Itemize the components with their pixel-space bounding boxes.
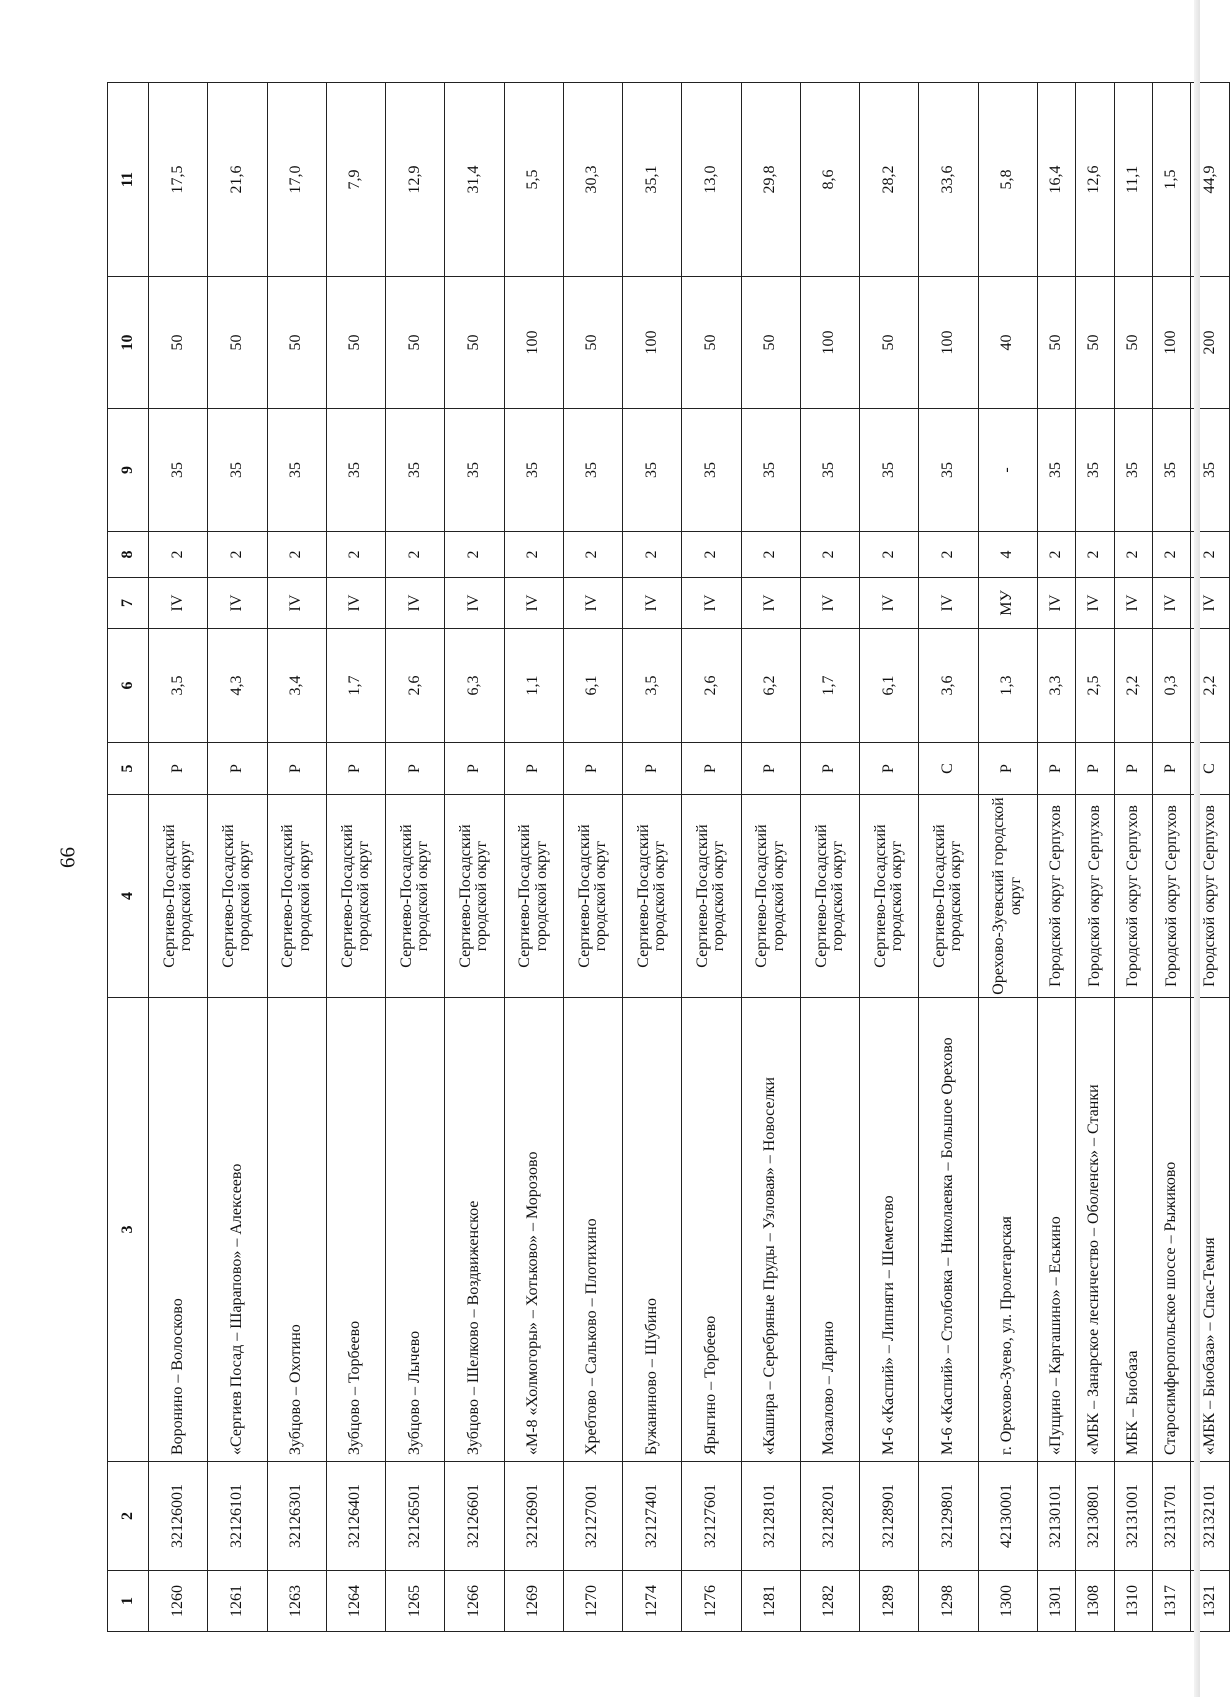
row-number-cell: 1321 [1191, 1571, 1230, 1632]
param-11-cell: 44,9 [1191, 83, 1230, 277]
road-code-cell: 32131001 [1114, 1462, 1152, 1571]
row-number-cell: 1274 [623, 1571, 682, 1632]
category-cell: IV [267, 578, 326, 629]
header-cell: 7 [108, 578, 149, 629]
param-11-cell: 12,6 [1076, 83, 1114, 277]
table-row [1152, 83, 1190, 1632]
road-code-cell: 32126601 [445, 1462, 504, 1571]
roads-table [107, 82, 1230, 1632]
length-cell: 3,4 [267, 629, 326, 743]
row-number-cell: 1281 [741, 1571, 800, 1632]
table-row [1114, 83, 1152, 1632]
road-code-cell: 32126901 [504, 1462, 563, 1571]
length-cell: 1,3 [978, 629, 1037, 743]
road-name-cell: г. Орехово-Зуево, ул. Пролетарская [978, 998, 1037, 1462]
length-cell: 2,2 [1191, 629, 1230, 743]
length-cell: 2,5 [1076, 629, 1114, 743]
length-cell: 2,2 [1114, 629, 1152, 743]
param-9-cell: 35 [860, 409, 919, 532]
table-row [1037, 83, 1075, 1632]
length-cell: 1,7 [326, 629, 385, 743]
category-cell: IV [326, 578, 385, 629]
param-9-cell: 35 [1191, 409, 1230, 532]
lanes-cell: 2 [682, 532, 741, 578]
road-code-cell: 42130001 [978, 1462, 1037, 1571]
category-cell: IV [1076, 578, 1114, 629]
table-row [563, 83, 622, 1632]
surface-type-cell: Р [741, 743, 800, 795]
lanes-cell: 2 [623, 532, 682, 578]
road-code-cell: 32127601 [682, 1462, 741, 1571]
row-number-cell: 1269 [504, 1571, 563, 1632]
param-10-cell: 50 [1037, 277, 1075, 409]
road-name-cell: Зубцово – Шелково – Воздвиженское [445, 998, 504, 1462]
param-9-cell: 35 [800, 409, 859, 532]
param-9-cell: 35 [326, 409, 385, 532]
param-9-cell: 35 [1037, 409, 1075, 532]
page-edge-shadow [1194, 0, 1200, 1697]
road-code-cell: 32130801 [1076, 1462, 1114, 1571]
surface-type-cell: Р [623, 743, 682, 795]
category-cell: МУ [978, 578, 1037, 629]
header-cell: 5 [108, 743, 149, 795]
param-11-cell: 13,0 [682, 83, 741, 277]
param-11-cell: 5,5 [504, 83, 563, 277]
lanes-cell: 2 [386, 532, 445, 578]
param-10-cell: 100 [623, 277, 682, 409]
param-10-cell: 50 [208, 277, 267, 409]
row-number-cell: 1264 [326, 1571, 385, 1632]
table-row [741, 83, 800, 1632]
road-name-cell: «МБК – Занарское лесничество – Оболенск» – Станки [1076, 998, 1114, 1462]
road-name-cell: «Сергиев Посад – Шарапово» – Алексеево [208, 998, 267, 1462]
surface-type-cell: Р [208, 743, 267, 795]
lanes-cell: 2 [1114, 532, 1152, 578]
lanes-cell: 2 [563, 532, 622, 578]
surface-type-cell: С [919, 743, 978, 795]
param-11-cell: 31,4 [445, 83, 504, 277]
row-number-cell: 1266 [445, 1571, 504, 1632]
param-11-cell: 8,6 [800, 83, 859, 277]
road-name-cell: «МБК – Биобаза» – Спас-Темня [1191, 998, 1230, 1462]
lanes-cell: 4 [978, 532, 1037, 578]
length-cell: 3,5 [623, 629, 682, 743]
header-cell: 10 [108, 277, 149, 409]
length-cell: 4,3 [208, 629, 267, 743]
lanes-cell: 2 [1076, 532, 1114, 578]
road-code-cell: 32126501 [386, 1462, 445, 1571]
road-code-cell: 32126301 [267, 1462, 326, 1571]
municipality-cell: Сергиево-Посадский городской округ [919, 795, 978, 998]
param-11-cell: 12,9 [386, 83, 445, 277]
surface-type-cell: Р [1037, 743, 1075, 795]
road-name-cell: Зубцово – Торбеево [326, 998, 385, 1462]
category-cell: IV [919, 578, 978, 629]
category-cell: IV [563, 578, 622, 629]
param-9-cell: 35 [1152, 409, 1190, 532]
table-row [326, 83, 385, 1632]
param-11-cell: 29,8 [741, 83, 800, 277]
table-row [623, 83, 682, 1632]
table-row [800, 83, 859, 1632]
param-9-cell: 35 [741, 409, 800, 532]
param-9-cell: 35 [1076, 409, 1114, 532]
table-row [267, 83, 326, 1632]
param-10-cell: 50 [1114, 277, 1152, 409]
param-10-cell: 50 [741, 277, 800, 409]
road-code-cell: 32128901 [860, 1462, 919, 1571]
table-row [1076, 83, 1114, 1632]
param-10-cell: 50 [267, 277, 326, 409]
category-cell: IV [741, 578, 800, 629]
header-cell: 2 [108, 1462, 149, 1571]
surface-type-cell: Р [1114, 743, 1152, 795]
table-row [445, 83, 504, 1632]
param-11-cell: 17,0 [267, 83, 326, 277]
header-cell: 1 [108, 1571, 149, 1632]
surface-type-cell: Р [445, 743, 504, 795]
param-9-cell: 35 [386, 409, 445, 532]
municipality-cell: Сергиево-Посадский городской округ [682, 795, 741, 998]
row-number-cell: 1317 [1152, 1571, 1190, 1632]
lanes-cell: 2 [1037, 532, 1075, 578]
param-10-cell: 50 [149, 277, 208, 409]
category-cell: IV [504, 578, 563, 629]
category-cell: IV [682, 578, 741, 629]
table-row [386, 83, 445, 1632]
param-9-cell: 35 [445, 409, 504, 532]
param-10-cell: 50 [326, 277, 385, 409]
table-row [919, 83, 978, 1632]
length-cell: 1,1 [504, 629, 563, 743]
row-number-cell: 1298 [919, 1571, 978, 1632]
rotated-table-wrapper [107, 83, 1230, 1632]
municipality-cell: Городской округ Серпухов [1037, 795, 1075, 998]
param-9-cell: 35 [919, 409, 978, 532]
municipality-cell: Сергиево-Посадский городской округ [623, 795, 682, 998]
param-10-cell: 50 [682, 277, 741, 409]
row-number-cell: 1263 [267, 1571, 326, 1632]
param-11-cell: 17,5 [149, 83, 208, 277]
road-code-cell: 32128101 [741, 1462, 800, 1571]
road-code-cell: 32131701 [1152, 1462, 1190, 1571]
lanes-cell: 2 [860, 532, 919, 578]
surface-type-cell: Р [386, 743, 445, 795]
road-code-cell: 32130101 [1037, 1462, 1075, 1571]
table-body [149, 83, 1230, 1632]
municipality-cell: Сергиево-Посадский городской округ [326, 795, 385, 998]
surface-type-cell: Р [978, 743, 1037, 795]
municipality-cell: Сергиево-Посадский городской округ [563, 795, 622, 998]
length-cell: 1,7 [800, 629, 859, 743]
length-cell: 3,3 [1037, 629, 1075, 743]
road-code-cell: 32126401 [326, 1462, 385, 1571]
param-11-cell: 28,2 [860, 83, 919, 277]
surface-type-cell: Р [326, 743, 385, 795]
category-cell: IV [208, 578, 267, 629]
surface-type-cell: Р [1152, 743, 1190, 795]
param-9-cell: 35 [149, 409, 208, 532]
surface-type-cell: Р [1076, 743, 1114, 795]
length-cell: 3,6 [919, 629, 978, 743]
param-11-cell: 16,4 [1037, 83, 1075, 277]
lanes-cell: 2 [919, 532, 978, 578]
municipality-cell: Сергиево-Посадский городской округ [445, 795, 504, 998]
road-name-cell: «М-8 «Холмогоры» – Хотьково» – Морозово [504, 998, 563, 1462]
param-11-cell: 1,5 [1152, 83, 1190, 277]
category-cell: IV [1191, 578, 1230, 629]
param-10-cell: 100 [504, 277, 563, 409]
lanes-cell: 2 [504, 532, 563, 578]
header-cell: 9 [108, 409, 149, 532]
param-11-cell: 33,6 [919, 83, 978, 277]
param-10-cell: 100 [1152, 277, 1190, 409]
category-cell: IV [800, 578, 859, 629]
length-cell: 0,3 [1152, 629, 1190, 743]
lanes-cell: 2 [267, 532, 326, 578]
lanes-cell: 2 [1191, 532, 1230, 578]
param-9-cell: 35 [208, 409, 267, 532]
road-name-cell: Зубцово – Охотино [267, 998, 326, 1462]
param-9-cell: 35 [563, 409, 622, 532]
param-10-cell: 50 [445, 277, 504, 409]
param-9-cell: 35 [267, 409, 326, 532]
municipality-cell: Сергиево-Посадский городской округ [860, 795, 919, 998]
road-name-cell: Зубцово – Лычево [386, 998, 445, 1462]
header-cell: 6 [108, 629, 149, 743]
table-row [504, 83, 563, 1632]
category-cell: IV [1152, 578, 1190, 629]
surface-type-cell: Р [682, 743, 741, 795]
road-name-cell: Воронино – Волосково [149, 998, 208, 1462]
param-9-cell: 35 [504, 409, 563, 532]
param-11-cell: 35,1 [623, 83, 682, 277]
road-name-cell: М-6 «Каспий» – Липняги – Шеметово [860, 998, 919, 1462]
param-11-cell: 7,9 [326, 83, 385, 277]
municipality-cell: Городской округ Серпухов [1076, 795, 1114, 998]
category-cell: IV [1114, 578, 1152, 629]
table-row [208, 83, 267, 1632]
lanes-cell: 2 [445, 532, 504, 578]
row-number-cell: 1276 [682, 1571, 741, 1632]
length-cell: 2,6 [682, 629, 741, 743]
road-code-cell: 32127001 [563, 1462, 622, 1571]
param-10-cell: 50 [1076, 277, 1114, 409]
param-11-cell: 5,8 [978, 83, 1037, 277]
road-code-cell: 32129801 [919, 1462, 978, 1571]
param-11-cell: 21,6 [208, 83, 267, 277]
municipality-cell: Сергиево-Посадский городской округ [208, 795, 267, 998]
table-row [149, 83, 208, 1632]
row-number-cell: 1270 [563, 1571, 622, 1632]
lanes-cell: 2 [741, 532, 800, 578]
param-10-cell: 50 [386, 277, 445, 409]
table-row [978, 83, 1037, 1632]
page-number: 66 [55, 847, 80, 869]
length-cell: 6,1 [860, 629, 919, 743]
road-code-cell: 32132101 [1191, 1462, 1230, 1571]
road-name-cell: Бужаниново – Шубино [623, 998, 682, 1462]
road-name-cell: «Пущино – Каргашино» – Еськино [1037, 998, 1075, 1462]
header-cell: 11 [108, 83, 149, 277]
lanes-cell: 2 [208, 532, 267, 578]
municipality-cell: Сергиево-Посадский городской округ [741, 795, 800, 998]
table-header-row [108, 83, 149, 1632]
length-cell: 2,6 [386, 629, 445, 743]
length-cell: 6,2 [741, 629, 800, 743]
row-number-cell: 1260 [149, 1571, 208, 1632]
municipality-cell: Сергиево-Посадский городской округ [800, 795, 859, 998]
surface-type-cell: С [1191, 743, 1230, 795]
row-number-cell: 1301 [1037, 1571, 1075, 1632]
category-cell: IV [445, 578, 504, 629]
road-name-cell: Ярыгино – Торбеево [682, 998, 741, 1462]
length-cell: 6,3 [445, 629, 504, 743]
table-row [860, 83, 919, 1632]
lanes-cell: 2 [326, 532, 385, 578]
param-10-cell: 40 [978, 277, 1037, 409]
param-10-cell: 50 [563, 277, 622, 409]
header-cell: 8 [108, 532, 149, 578]
municipality-cell: Сергиево-Посадский городской округ [267, 795, 326, 998]
municipality-cell: Орехово-Зуевский городской округ [978, 795, 1037, 998]
road-name-cell: Хребтово – Сальково – Плотихино [563, 998, 622, 1462]
road-code-cell: 32128201 [800, 1462, 859, 1571]
municipality-cell: Сергиево-Посадский городской округ [386, 795, 445, 998]
surface-type-cell: Р [149, 743, 208, 795]
param-10-cell: 50 [860, 277, 919, 409]
header-cell: 3 [108, 998, 149, 1462]
row-number-cell: 1300 [978, 1571, 1037, 1632]
category-cell: IV [1037, 578, 1075, 629]
municipality-cell: Сергиево-Посадский городской округ [149, 795, 208, 998]
category-cell: IV [860, 578, 919, 629]
table-row [682, 83, 741, 1632]
road-code-cell: 32126101 [208, 1462, 267, 1571]
municipality-cell: Городской округ Серпухов [1114, 795, 1152, 998]
param-11-cell: 30,3 [563, 83, 622, 277]
road-name-cell: Мозалово – Ларино [800, 998, 859, 1462]
header-cell: 4 [108, 795, 149, 998]
municipality-cell: Городской округ Серпухов [1152, 795, 1190, 998]
param-11-cell: 11,1 [1114, 83, 1152, 277]
road-name-cell: «Кашира – Серебряные Пруды – Узловая» – Новоселки [741, 998, 800, 1462]
length-cell: 6,1 [563, 629, 622, 743]
surface-type-cell: Р [860, 743, 919, 795]
param-9-cell: 35 [623, 409, 682, 532]
category-cell: IV [386, 578, 445, 629]
municipality-cell: Городской округ Серпухов [1191, 795, 1230, 998]
surface-type-cell: Р [267, 743, 326, 795]
length-cell: 3,5 [149, 629, 208, 743]
lanes-cell: 2 [149, 532, 208, 578]
param-9-cell: 35 [682, 409, 741, 532]
row-number-cell: 1289 [860, 1571, 919, 1632]
row-number-cell: 1310 [1114, 1571, 1152, 1632]
param-10-cell: 100 [919, 277, 978, 409]
surface-type-cell: Р [563, 743, 622, 795]
road-name-cell: М-6 «Каспий» – Столбовка – Николаевка – Большое Орехово [919, 998, 978, 1462]
category-cell: IV [149, 578, 208, 629]
row-number-cell: 1261 [208, 1571, 267, 1632]
row-number-cell: 1308 [1076, 1571, 1114, 1632]
surface-type-cell: Р [504, 743, 563, 795]
row-number-cell: 1282 [800, 1571, 859, 1632]
category-cell: IV [623, 578, 682, 629]
param-10-cell: 100 [800, 277, 859, 409]
lanes-cell: 2 [800, 532, 859, 578]
surface-type-cell: Р [800, 743, 859, 795]
road-code-cell: 32127401 [623, 1462, 682, 1571]
road-code-cell: 32126001 [149, 1462, 208, 1571]
param-9-cell: - [978, 409, 1037, 532]
param-10-cell: 200 [1191, 277, 1230, 409]
param-9-cell: 35 [1114, 409, 1152, 532]
municipality-cell: Сергиево-Посадский городской округ [504, 795, 563, 998]
road-name-cell: МБК – Биобаза [1114, 998, 1152, 1462]
lanes-cell: 2 [1152, 532, 1190, 578]
row-number-cell: 1265 [386, 1571, 445, 1632]
road-name-cell: Старосимферопольское шоссе – Рыжиково [1152, 998, 1190, 1462]
